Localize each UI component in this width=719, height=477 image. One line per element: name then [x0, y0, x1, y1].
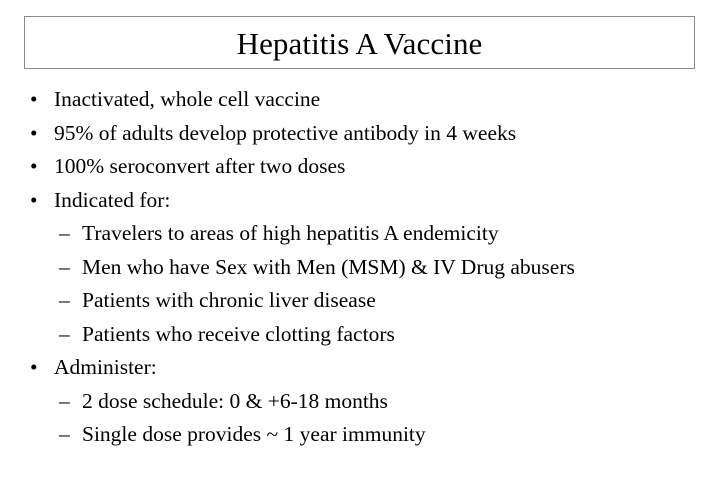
sub-item-text: Travelers to areas of high hepatitis A endemicity — [82, 221, 499, 245]
title-box — [24, 16, 695, 69]
slide-title: Hepatitis A Vaccine — [236, 26, 483, 61]
sub-item-text: Single dose provides ~ 1 year immunity — [82, 422, 426, 446]
bullet-marker: • — [30, 187, 38, 212]
bullet-text: 95% of adults develop protective antibody in 4 weeks — [54, 120, 517, 145]
bullet-text: Indicated for: — [54, 187, 171, 212]
sub-item-text: Patients who receive clotting factors — [82, 321, 395, 346]
bullet-item — [30, 184, 700, 218]
bullet-text: 100% seroconvert after two doses — [54, 154, 346, 178]
sub-item-text: 2 dose schedule: 0 & +6-18 months — [82, 388, 388, 413]
dash-marker: – — [59, 254, 70, 279]
bullet-text: Inactivated, whole cell vaccine — [54, 87, 321, 111]
dash-marker: – — [59, 321, 70, 346]
sub-item — [30, 318, 700, 352]
bullet-item — [30, 83, 700, 117]
bullet-marker: • — [30, 120, 38, 145]
sub-item — [30, 385, 700, 419]
bullet-marker: • — [30, 154, 38, 178]
bullet-text: Administer: — [54, 355, 157, 379]
bullet-marker: • — [30, 355, 38, 379]
sub-item — [30, 251, 700, 285]
bullet-item — [30, 351, 700, 385]
sub-item — [30, 418, 700, 452]
dash-marker: – — [59, 388, 70, 413]
sub-item-text: Men who have Sex with Men (MSM) & IV Drug abusers — [82, 254, 575, 279]
dash-marker: – — [59, 422, 70, 446]
sub-item-text: Patients with chronic liver disease — [82, 288, 376, 312]
dash-marker: – — [59, 288, 70, 312]
dash-marker: – — [59, 221, 70, 245]
bullet-item — [30, 150, 700, 184]
bullet-marker: • — [30, 87, 38, 111]
sub-item — [30, 217, 700, 251]
bullet-list — [30, 83, 700, 452]
sub-item — [30, 284, 700, 318]
bullet-item — [30, 117, 700, 151]
